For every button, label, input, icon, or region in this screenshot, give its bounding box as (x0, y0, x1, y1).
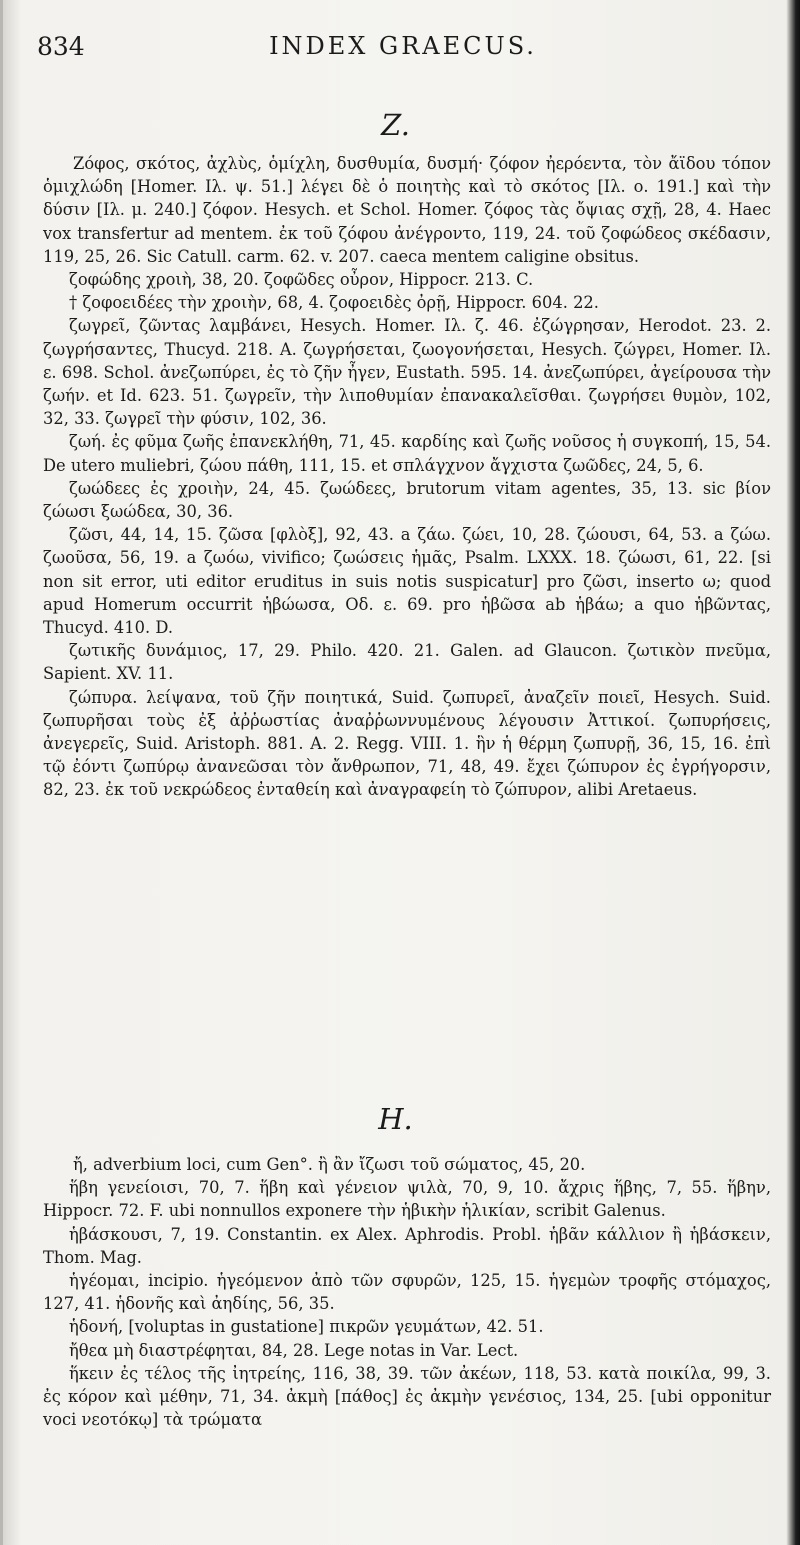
section-heading-zeta: Z. (381, 108, 410, 142)
page-number: 834 (37, 32, 85, 61)
index-entry: ἡγέομαι, incipio. ἡγεόμενον ἀπὸ τῶν σφυρῶν, 125, 15. ἡγεμὼν τροφῆς στόμαχος, 127, 41. ἡδονῆς καὶ ἀηδίης, 56, 35. (43, 1271, 771, 1314)
index-entry: ἡδονή, [voluptas in gustatione] πικρῶν γευμάτων, 42. 51. (69, 1317, 544, 1337)
section-heading-eta: H. (378, 1102, 413, 1136)
page-shadow-edge (786, 0, 800, 1545)
index-entry: ζῶσι, 44, 14, 15. ζῶσα [φλὸξ], 92, 43. a ζάω. ζώει, 10, 28. ζώουσι, 64, 53. a ζώω. ζωοῦσα, 56, 19. a ζωόω, vivifico; ζωώσεις ἡμᾶς, Psalm. LXXX. 18. ζώωσι, 61, 22. [si non sit error, uti editor eruditus in suis notis suspicatur] pro ζῶσι, inserto ω; quod apud Homerum occurrit ἡβώωσα, Οδ. ε. 69. pro ἡβῶσα ab ἡβάω; a quo ἡβῶντας, Thucyd. 410. D. (43, 525, 771, 638)
index-entry: † ζοφοειδέες τὴν χροιὴν, 68, 4. ζοφοειδὲς ὀρῇ, Hippocr. 604. 22. (69, 293, 599, 313)
index-entry: ζωτικῆς δυνάμιος, 17, 29. Philo. 420. 21. Galen. ad Glaucon. ζωτικὸν πνεῦμα, Sapient. XV. 11. (43, 641, 771, 684)
section-eta-entries (43, 1153, 771, 1431)
page-header (33, 26, 773, 66)
section-zeta-entries (43, 152, 771, 802)
index-entry: ζωγρεῖ, ζῶντας λαμβάνει, Hesych. Homer. Ιλ. ζ. 46. ἐζώγρησαν, Herodot. 23. 2. ζωγρήσαντες, Thucyd. 218. A. ζωγρήσεται, ζωογονήσεται, Hesych. ζώγρει, Homer. Ιλ. ε. 698. Schol. ἀνεζωπύρει, ἐς τὸ ζῆν ἦγεν, Eustath. 595. 14. ἀνεζωπύρει, ἀγείρουσα τὴν ζωήν. et Id. 623. 51. ζωγρεῖν, τὴν λιποθυμίαν ἐπανακαλεῖσθαι. ζωγρήσει θυμὸν, 102, 32, 33. ζωγρεῖ τὴν φύσιν, 102, 36. (43, 316, 771, 429)
index-entry: ζωώδεες ἐς χροιὴν, 24, 45. ζωώδεες, brutorum vitam agentes, 35, 13. sic βίον ζώωσι ξωώδεα, 30, 36. (43, 478, 771, 522)
index-entry: ζώπυρα. λείψανα, τοῦ ζῆν ποιητικά, Suid. ζωπυρεῖ, ἀναζεῖν ποιεῖ, Hesych. Suid. ζωπυρῆσαι τοὺς ἐξ ἀῤῥωστίας ἀναῤῥωννυμένους λέγουσιν Ἀττικοί. ζωπυρήσεις, ἀνεγερεῖς, Suid. Aristoph. 881. A. 2. Regg. VIII. 1. ἣν ἡ θέρμη ζωπυρῇ, 36, 15, 16. ἐπὶ τῷ ἐόντι ζωπύρῳ ἀνανεῶσαι τὸν ἄνθρωπον, 71, 48, 49. ἔχει ζώπυρον ἐς ἐγρήγορσιν, 82, 23. ἐκ τοῦ νεκρώδεος ἐνταθείη καὶ ἀναγραφείη τὸ ζώπυρον, alibi Aretaeus. (43, 687, 771, 800)
index-entry: ἡβάσκουσι, 7, 19. Constantin. ex Alex. Aphrodis. Probl. ἡβᾶν κάλλιον ἢ ἡβάσκειν, Thom. Mag. (43, 1224, 771, 1267)
index-entry: ζοφώδης χροιὴ, 38, 20. ζοφῶδες οὖρον, Hippocr. 213. C. (69, 270, 534, 290)
index-entry: Ζόφος, σκότος, ἀχλὺς, ὁμίχλη, δυσθυμία, δυσμή· ζόφον ἠερόεντα, τὸν ἄϊδου τόπον ὁμιχλώδη [Homer. Ιλ. ψ. 51.] λέγει δὲ ὁ ποιητὴς καὶ τὸ σκότος [Ιλ. ο. 191.] καὶ τὴν δύσιν [Ιλ. μ. 240.] ζόφον. Hesych. et Schol. Homer. ζόφος τὰς ὄψιας σχῇ, 28, 4. Haec vox transfertur ad mentem. ἐκ τοῦ ζόφου ἀνέγροντο, 119, 24. τοῦ ζοφώδεος σκέδασιν, 119, 25, 26. Sic Catull. carm. 62. v. 207. caeca mentem caligine obsitus. (43, 154, 771, 266)
index-entry: ζωή. ἐς φῦμα ζωῆς ἐπανεκλήθη, 71, 45. καρδίης καὶ ζωῆς νοῦσος ἡ συγκοπή, 15, 54. De utero muliebri, ζώου πάθη, 111, 15. et σπλάγχνον ἄγχιστα ζωῶδες, 24, 5, 6. (43, 432, 771, 475)
index-entry: ἤθεα μὴ διαστρέφηται, 84, 28. Lege notas in Var. Lect. (69, 1340, 519, 1360)
running-title: INDEX GRAECUS. (269, 32, 537, 60)
index-entry: ἥβη γενείοισι, 70, 7. ἥβη καὶ γένειον ψιλὰ, 70, 9, 10. ἄχρις ἥβης, 7, 55. ἥβην, Hippocr. 72. F. ubi nonnullos exponere τὴν ἡβικὴν ἡλικίαν, scribit Galenus. (43, 1178, 771, 1221)
index-entry: ἤ, adverbium loci, cum Gen°. ἢ ἂν ἴζωσι τοῦ σώματος, 45, 20. (73, 1155, 586, 1174)
index-entry: ἥκειν ἐς τέλος τῆς ἰητρείης, 116, 38, 39. τῶν ἀκέων, 118, 53. κατὰ ποικίλα, 99, 3. ἐς κόρον καὶ μέθην, 71, 34. ἀκμὴ [πάθος] ἐς ἀκμὴν γενέσιος, 134, 25. [ubi opponitur voci νεοτόκῳ] τὰ τρώματα (43, 1363, 771, 1430)
